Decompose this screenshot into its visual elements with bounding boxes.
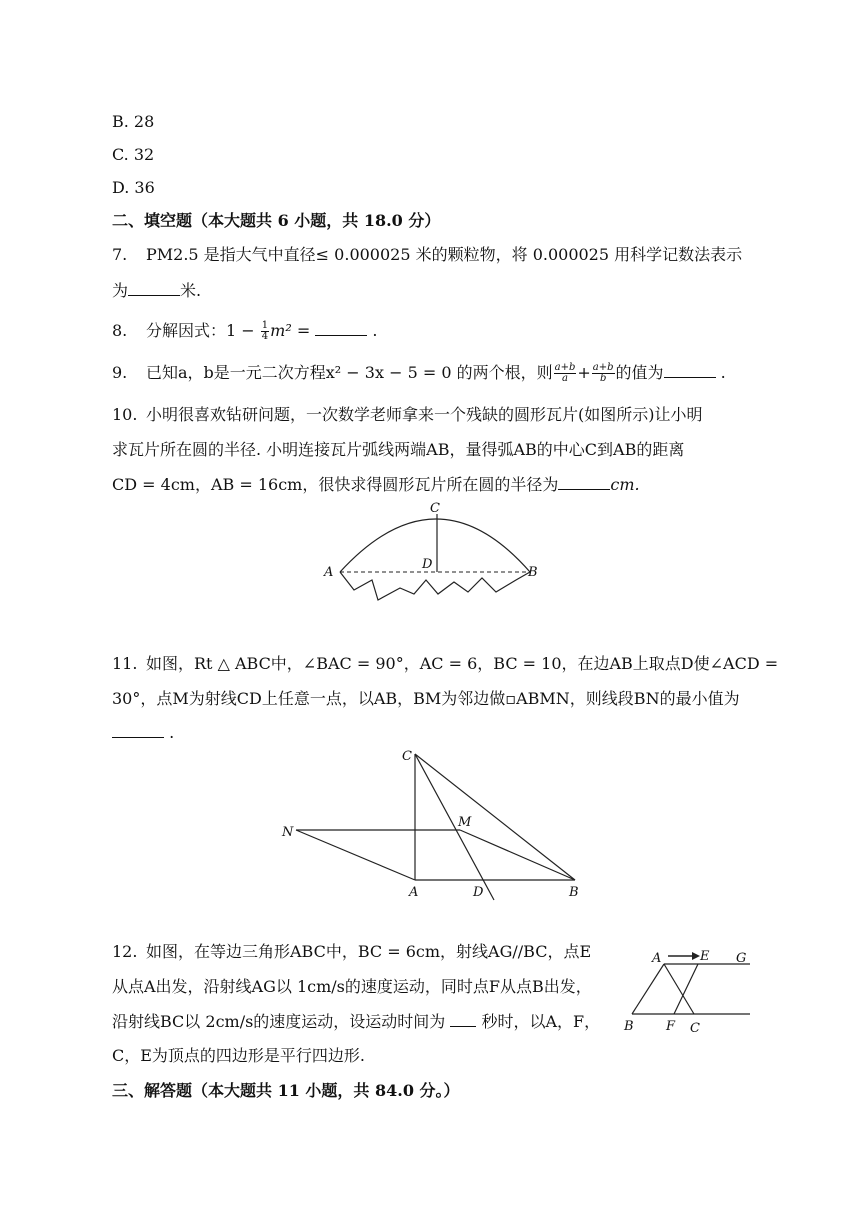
question-number: 7. xyxy=(112,245,128,264)
question-8-text-mid: m² = xyxy=(270,321,311,340)
segment-mb xyxy=(460,830,575,880)
plus-sign: + xyxy=(577,363,591,382)
question-10-line-1 xyxy=(112,404,703,426)
answer-blank xyxy=(112,723,164,738)
question-number: 8. xyxy=(112,321,128,340)
question-12-line-4: C，E为顶点的四边形是平行四边形. xyxy=(112,1046,366,1065)
answer-blank xyxy=(315,321,367,336)
label-d: D xyxy=(473,885,484,900)
label-b: B xyxy=(528,565,538,580)
question-11-line-1 xyxy=(112,653,778,675)
question-11-end: . xyxy=(169,723,175,742)
question-12-line-1 xyxy=(112,941,591,963)
fraction-2 xyxy=(592,363,615,384)
question-number: 9. xyxy=(112,363,128,382)
fraction-numerator: a+b xyxy=(554,362,576,373)
answer-blank xyxy=(558,475,610,490)
label-c: C xyxy=(430,501,440,516)
segment-ac xyxy=(664,964,694,1014)
fraction-denominator: 4 xyxy=(261,331,269,342)
question-12-line-3 xyxy=(112,1011,600,1033)
answer-blank xyxy=(450,1012,476,1027)
question-11-line-2: 30°，点M为射线CD上任意一点，以AB，BM为邻边做▫ABMN，则线段BN的最小值为 xyxy=(112,689,740,708)
question-7-line-2 xyxy=(112,280,201,302)
segment-ef xyxy=(674,964,698,1014)
fraction-denominator: b xyxy=(599,373,607,384)
question-9 xyxy=(112,362,726,384)
question-9-end: . xyxy=(720,363,726,382)
question-7-text-pre: 为 xyxy=(112,281,129,300)
label-d: D xyxy=(422,557,433,572)
label-f: F xyxy=(666,1019,676,1034)
option-b: B. 28 xyxy=(112,112,155,131)
segment-ab xyxy=(632,964,664,1014)
question-number: 11. xyxy=(112,654,138,673)
label-m: M xyxy=(458,815,472,830)
question-10-line-2: 求瓦片所在圆的半径. 小明连接瓦片弧线两端AB，量得弧AB的中心C到AB的距离 xyxy=(112,440,685,459)
triangle-diagram xyxy=(622,946,752,1034)
label-e: E xyxy=(700,949,710,964)
tile-arc xyxy=(340,519,530,572)
answer-blank xyxy=(664,363,716,378)
section-title-solutions: 三、解答题（本大题共 11 小题，共 84.0 分。） xyxy=(112,1081,460,1100)
option-c: C. 32 xyxy=(112,145,155,164)
question-number: 12. xyxy=(112,942,138,961)
question-7-line-1 xyxy=(112,244,742,266)
fraction-numerator: 1 xyxy=(261,320,269,331)
label-b: B xyxy=(569,885,579,900)
question-7-text: PM2.5 是指大气中直径≤ 0.000025 米的颗粒物，将 0.000025 用科学记数法表示 xyxy=(146,245,743,264)
question-10-text: 小明很喜欢钻研问题，一次数学老师拿来一个残缺的圆形瓦片(如图所示)让小明 xyxy=(146,405,703,424)
question-11-text: 如图，Rt △ ABC中，∠BAC = 90°，AC = 6，BC = 10，在边AB上取点D使∠ACD = xyxy=(146,654,779,673)
parallelogram-diagram xyxy=(278,744,588,902)
question-7-text-post: 米. xyxy=(180,281,202,300)
question-number: 10. xyxy=(112,405,138,424)
tile-diagram xyxy=(318,496,550,610)
question-12-text: 如图，在等边三角形ABC中，BC = 6cm，射线AG//BC，点E xyxy=(146,942,592,961)
question-8-text-pre: 分解因式：1 − xyxy=(146,321,255,340)
question-8 xyxy=(112,320,378,342)
question-10-line-3 xyxy=(112,474,640,496)
fraction-1 xyxy=(554,363,577,384)
ray-cd xyxy=(415,754,494,900)
label-a: A xyxy=(652,951,662,966)
label-a: A xyxy=(324,565,334,580)
tile-broken-edge xyxy=(340,572,530,600)
fraction-denominator: a xyxy=(562,373,568,384)
question-12-text-pre: 沿射线BC以 2cm/s的速度运动，设运动时间为 xyxy=(112,1012,446,1031)
label-c: C xyxy=(402,749,412,764)
label-c: C xyxy=(690,1021,700,1036)
question-12-line-2: 从点A出发，沿射线AG以 1cm/s的速度运动，同时点F从点B出发， xyxy=(112,977,592,996)
label-a: A xyxy=(409,885,419,900)
question-11-line-3 xyxy=(112,722,174,744)
section-title-fill-in: 二、填空题（本大题共 6 小题，共 18.0 分） xyxy=(112,211,441,230)
answer-blank xyxy=(128,281,180,296)
arrow-head-icon xyxy=(692,952,700,960)
question-9-text-post: 的值为 xyxy=(615,363,664,382)
question-8-text-post: . xyxy=(372,321,378,340)
question-10-text-post: cm. xyxy=(610,475,640,494)
segment-na xyxy=(296,830,415,880)
segment-cb xyxy=(415,754,575,880)
question-9-text-pre: 已知a，b是一元二次方程x² − 3x − 5 = 0 的两个根，则 xyxy=(146,363,553,382)
option-d: D. 36 xyxy=(112,178,155,197)
fraction-numerator: a+b xyxy=(592,362,614,373)
label-g: G xyxy=(736,951,747,966)
question-12-text-post: 秒时，以A，F， xyxy=(481,1012,601,1031)
fraction xyxy=(261,321,269,342)
question-10-text-pre: CD = 4cm，AB = 16cm，很快求得圆形瓦片所在圆的半径为 xyxy=(112,475,559,494)
label-n: N xyxy=(282,825,294,840)
label-b: B xyxy=(624,1019,634,1034)
